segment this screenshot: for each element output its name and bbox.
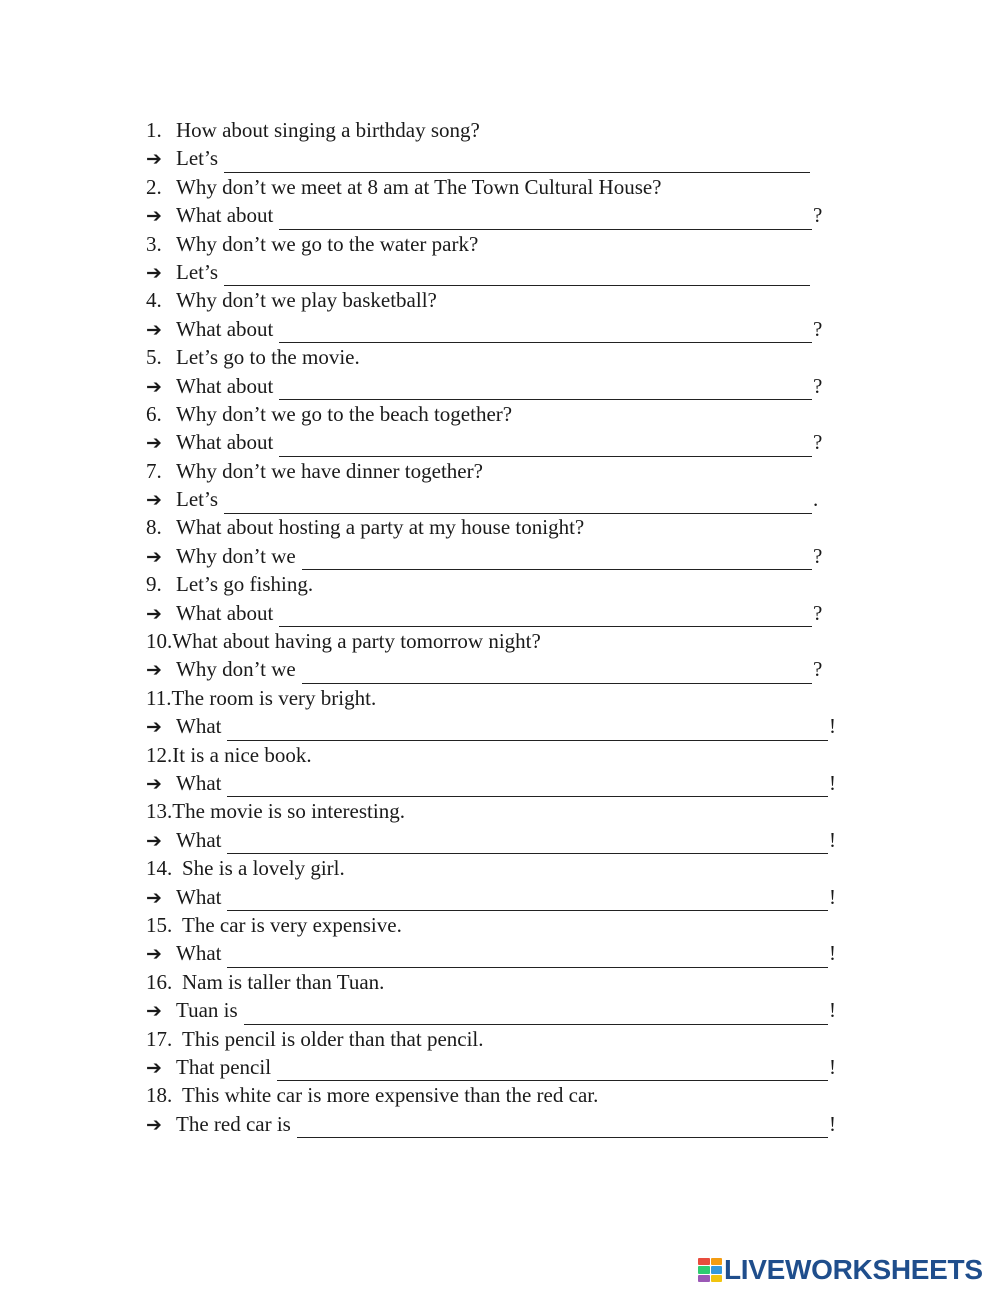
arrow-right-icon: ➔	[146, 716, 162, 739]
answer-line	[146, 315, 846, 343]
question-line	[146, 570, 846, 598]
question-line	[146, 1025, 846, 1053]
ending-punctuation: ?	[813, 203, 823, 228]
ending-punctuation: !	[829, 998, 836, 1023]
answer-line	[146, 712, 846, 740]
ending-punctuation: ?	[813, 373, 823, 398]
answer-input[interactable]	[297, 1117, 828, 1138]
question-line	[146, 230, 846, 258]
question-text: What about hosting a party at my house tonight?	[176, 515, 585, 540]
question-number: 16.	[146, 969, 173, 994]
answer-prefix: What about	[176, 316, 274, 341]
arrow-right-icon: ➔	[146, 432, 162, 455]
question-line	[146, 457, 846, 485]
answer-input[interactable]	[302, 549, 812, 570]
question-line	[146, 911, 846, 939]
answer-input[interactable]	[279, 322, 812, 343]
answer-prefix: Why don’t we	[176, 657, 296, 682]
answer-line	[146, 826, 846, 854]
ending-punctuation: !	[829, 1054, 836, 1079]
ending-punctuation: !	[829, 770, 836, 795]
answer-input[interactable]	[227, 947, 828, 968]
ending-punctuation: !	[829, 827, 836, 852]
ending-punctuation: ?	[813, 430, 823, 455]
question-number: 13.	[146, 799, 173, 824]
question-number: 6.	[146, 401, 162, 426]
answer-input[interactable]	[227, 776, 828, 797]
question-line	[146, 286, 846, 314]
answer-prefix: What	[176, 714, 222, 739]
question-text: What about having a party tomorrow night?	[172, 629, 541, 654]
question-number: 17.	[146, 1026, 173, 1051]
question-line	[146, 684, 846, 712]
question-text: She is a lovely girl.	[182, 856, 345, 881]
answer-prefix: What about	[176, 203, 274, 228]
question-line	[146, 627, 846, 655]
question-number: 2.	[146, 174, 162, 199]
answer-line	[146, 372, 846, 400]
question-line	[146, 741, 846, 769]
question-line	[146, 173, 846, 201]
answer-prefix: That pencil	[176, 1054, 272, 1079]
question-text: Why don’t we go to the water park?	[176, 231, 479, 256]
answer-line	[146, 485, 846, 513]
question-number: 1.	[146, 118, 162, 142]
arrow-right-icon: ➔	[146, 489, 162, 512]
answer-input[interactable]	[227, 890, 828, 911]
question-number: 15.	[146, 912, 173, 937]
worksheet	[146, 116, 846, 1138]
answer-line	[146, 258, 846, 286]
answer-prefix: Let’s	[176, 146, 218, 171]
answer-input[interactable]	[227, 720, 828, 741]
answer-line	[146, 655, 846, 683]
question-line	[146, 343, 846, 371]
ending-punctuation: ?	[813, 316, 823, 341]
ending-punctuation: .	[813, 487, 819, 512]
answer-line	[146, 542, 846, 570]
ending-punctuation: !	[829, 941, 836, 966]
ending-punctuation: ?	[813, 543, 823, 568]
arrow-right-icon: ➔	[146, 943, 162, 966]
question-text: The car is very expensive.	[182, 912, 402, 937]
answer-prefix: What	[176, 770, 222, 795]
answer-prefix: Why don’t we	[176, 543, 296, 568]
arrow-right-icon: ➔	[146, 886, 162, 909]
answer-line	[146, 144, 846, 172]
answer-input[interactable]	[302, 663, 812, 684]
question-line	[146, 854, 846, 882]
arrow-right-icon: ➔	[146, 318, 162, 341]
answer-line	[146, 883, 846, 911]
arrow-right-icon: ➔	[146, 261, 162, 284]
answer-input[interactable]	[279, 606, 812, 627]
question-line	[146, 1081, 846, 1109]
answer-input[interactable]	[224, 265, 810, 286]
question-text: This white car is more expensive than the red car.	[182, 1083, 599, 1108]
question-text: The movie is so interesting.	[172, 799, 405, 824]
answer-prefix: What	[176, 827, 222, 852]
arrow-right-icon: ➔	[146, 772, 162, 795]
question-number: 4.	[146, 288, 162, 313]
question-text: Why don’t we play basketball?	[176, 288, 437, 313]
question-text: The room is very bright.	[171, 685, 377, 710]
question-number: 3.	[146, 231, 162, 256]
arrow-right-icon: ➔	[146, 1000, 162, 1023]
question-line	[146, 400, 846, 428]
ending-punctuation: ?	[813, 600, 823, 625]
answer-input[interactable]	[244, 1004, 828, 1025]
answer-input[interactable]	[279, 379, 812, 400]
question-number: 10.	[146, 629, 173, 654]
question-number: 14.	[146, 856, 173, 881]
arrow-right-icon: ➔	[146, 545, 162, 568]
question-number: 12.	[146, 742, 173, 767]
answer-prefix: The red car is	[176, 1111, 291, 1136]
question-text: This pencil is older than that pencil.	[182, 1026, 484, 1051]
answer-input[interactable]	[224, 493, 812, 514]
answer-line	[146, 939, 846, 967]
liveworksheets-logo-icon	[698, 1258, 722, 1282]
question-number: 11.	[146, 685, 172, 710]
arrow-right-icon: ➔	[146, 205, 162, 228]
question-text: Why don’t we go to the beach together?	[176, 401, 513, 426]
question-line	[146, 513, 846, 541]
arrow-right-icon: ➔	[146, 1113, 162, 1136]
answer-prefix: Let’s	[176, 487, 218, 512]
answer-prefix: Let’s	[176, 259, 218, 284]
arrow-right-icon: ➔	[146, 602, 162, 625]
question-text: Nam is taller than Tuan.	[182, 969, 385, 994]
ending-punctuation: !	[829, 1111, 836, 1136]
answer-line	[146, 996, 846, 1024]
answer-input[interactable]	[279, 436, 812, 457]
answer-input[interactable]	[279, 209, 812, 230]
brand-name: LIVEWORKSHEETS	[724, 1254, 983, 1285]
answer-prefix: Tuan is	[176, 998, 238, 1023]
question-text: Why don’t we have dinner together?	[176, 458, 483, 483]
answer-line	[146, 1110, 846, 1138]
question-text: Let’s go to the movie.	[176, 345, 360, 370]
question-number: 9.	[146, 572, 162, 597]
answer-line	[146, 769, 846, 797]
question-text: Why don’t we meet at 8 am at The Town Cultural House?	[176, 174, 662, 199]
arrow-right-icon: ➔	[146, 375, 162, 398]
answer-input[interactable]	[224, 152, 810, 173]
answer-prefix: What about	[176, 430, 274, 455]
question-line	[146, 116, 846, 144]
arrow-right-icon: ➔	[146, 1056, 162, 1079]
answer-input[interactable]	[227, 833, 828, 854]
answer-prefix: What about	[176, 600, 274, 625]
ending-punctuation: ?	[813, 657, 823, 682]
ending-punctuation: !	[829, 884, 836, 909]
question-text: Let’s go fishing.	[176, 572, 314, 597]
arrow-right-icon: ➔	[146, 829, 162, 852]
answer-line	[146, 1053, 846, 1081]
question-number: 8.	[146, 515, 162, 540]
question-line	[146, 968, 846, 996]
question-text: It is a nice book.	[172, 742, 312, 767]
liveworksheets-brand	[698, 1253, 983, 1287]
answer-prefix: What	[176, 941, 222, 966]
answer-line	[146, 201, 846, 229]
question-number: 7.	[146, 458, 162, 483]
answer-line	[146, 599, 846, 627]
answer-prefix: What about	[176, 373, 274, 398]
question-line	[146, 797, 846, 825]
question-number: 5.	[146, 345, 162, 370]
ending-punctuation: !	[829, 714, 836, 739]
question-text: How about singing a birthday song?	[176, 118, 480, 142]
arrow-right-icon: ➔	[146, 659, 162, 682]
answer-input[interactable]	[277, 1060, 828, 1081]
question-number: 18.	[146, 1083, 173, 1108]
answer-prefix: What	[176, 884, 222, 909]
arrow-right-icon: ➔	[146, 148, 162, 171]
answer-line	[146, 428, 846, 456]
